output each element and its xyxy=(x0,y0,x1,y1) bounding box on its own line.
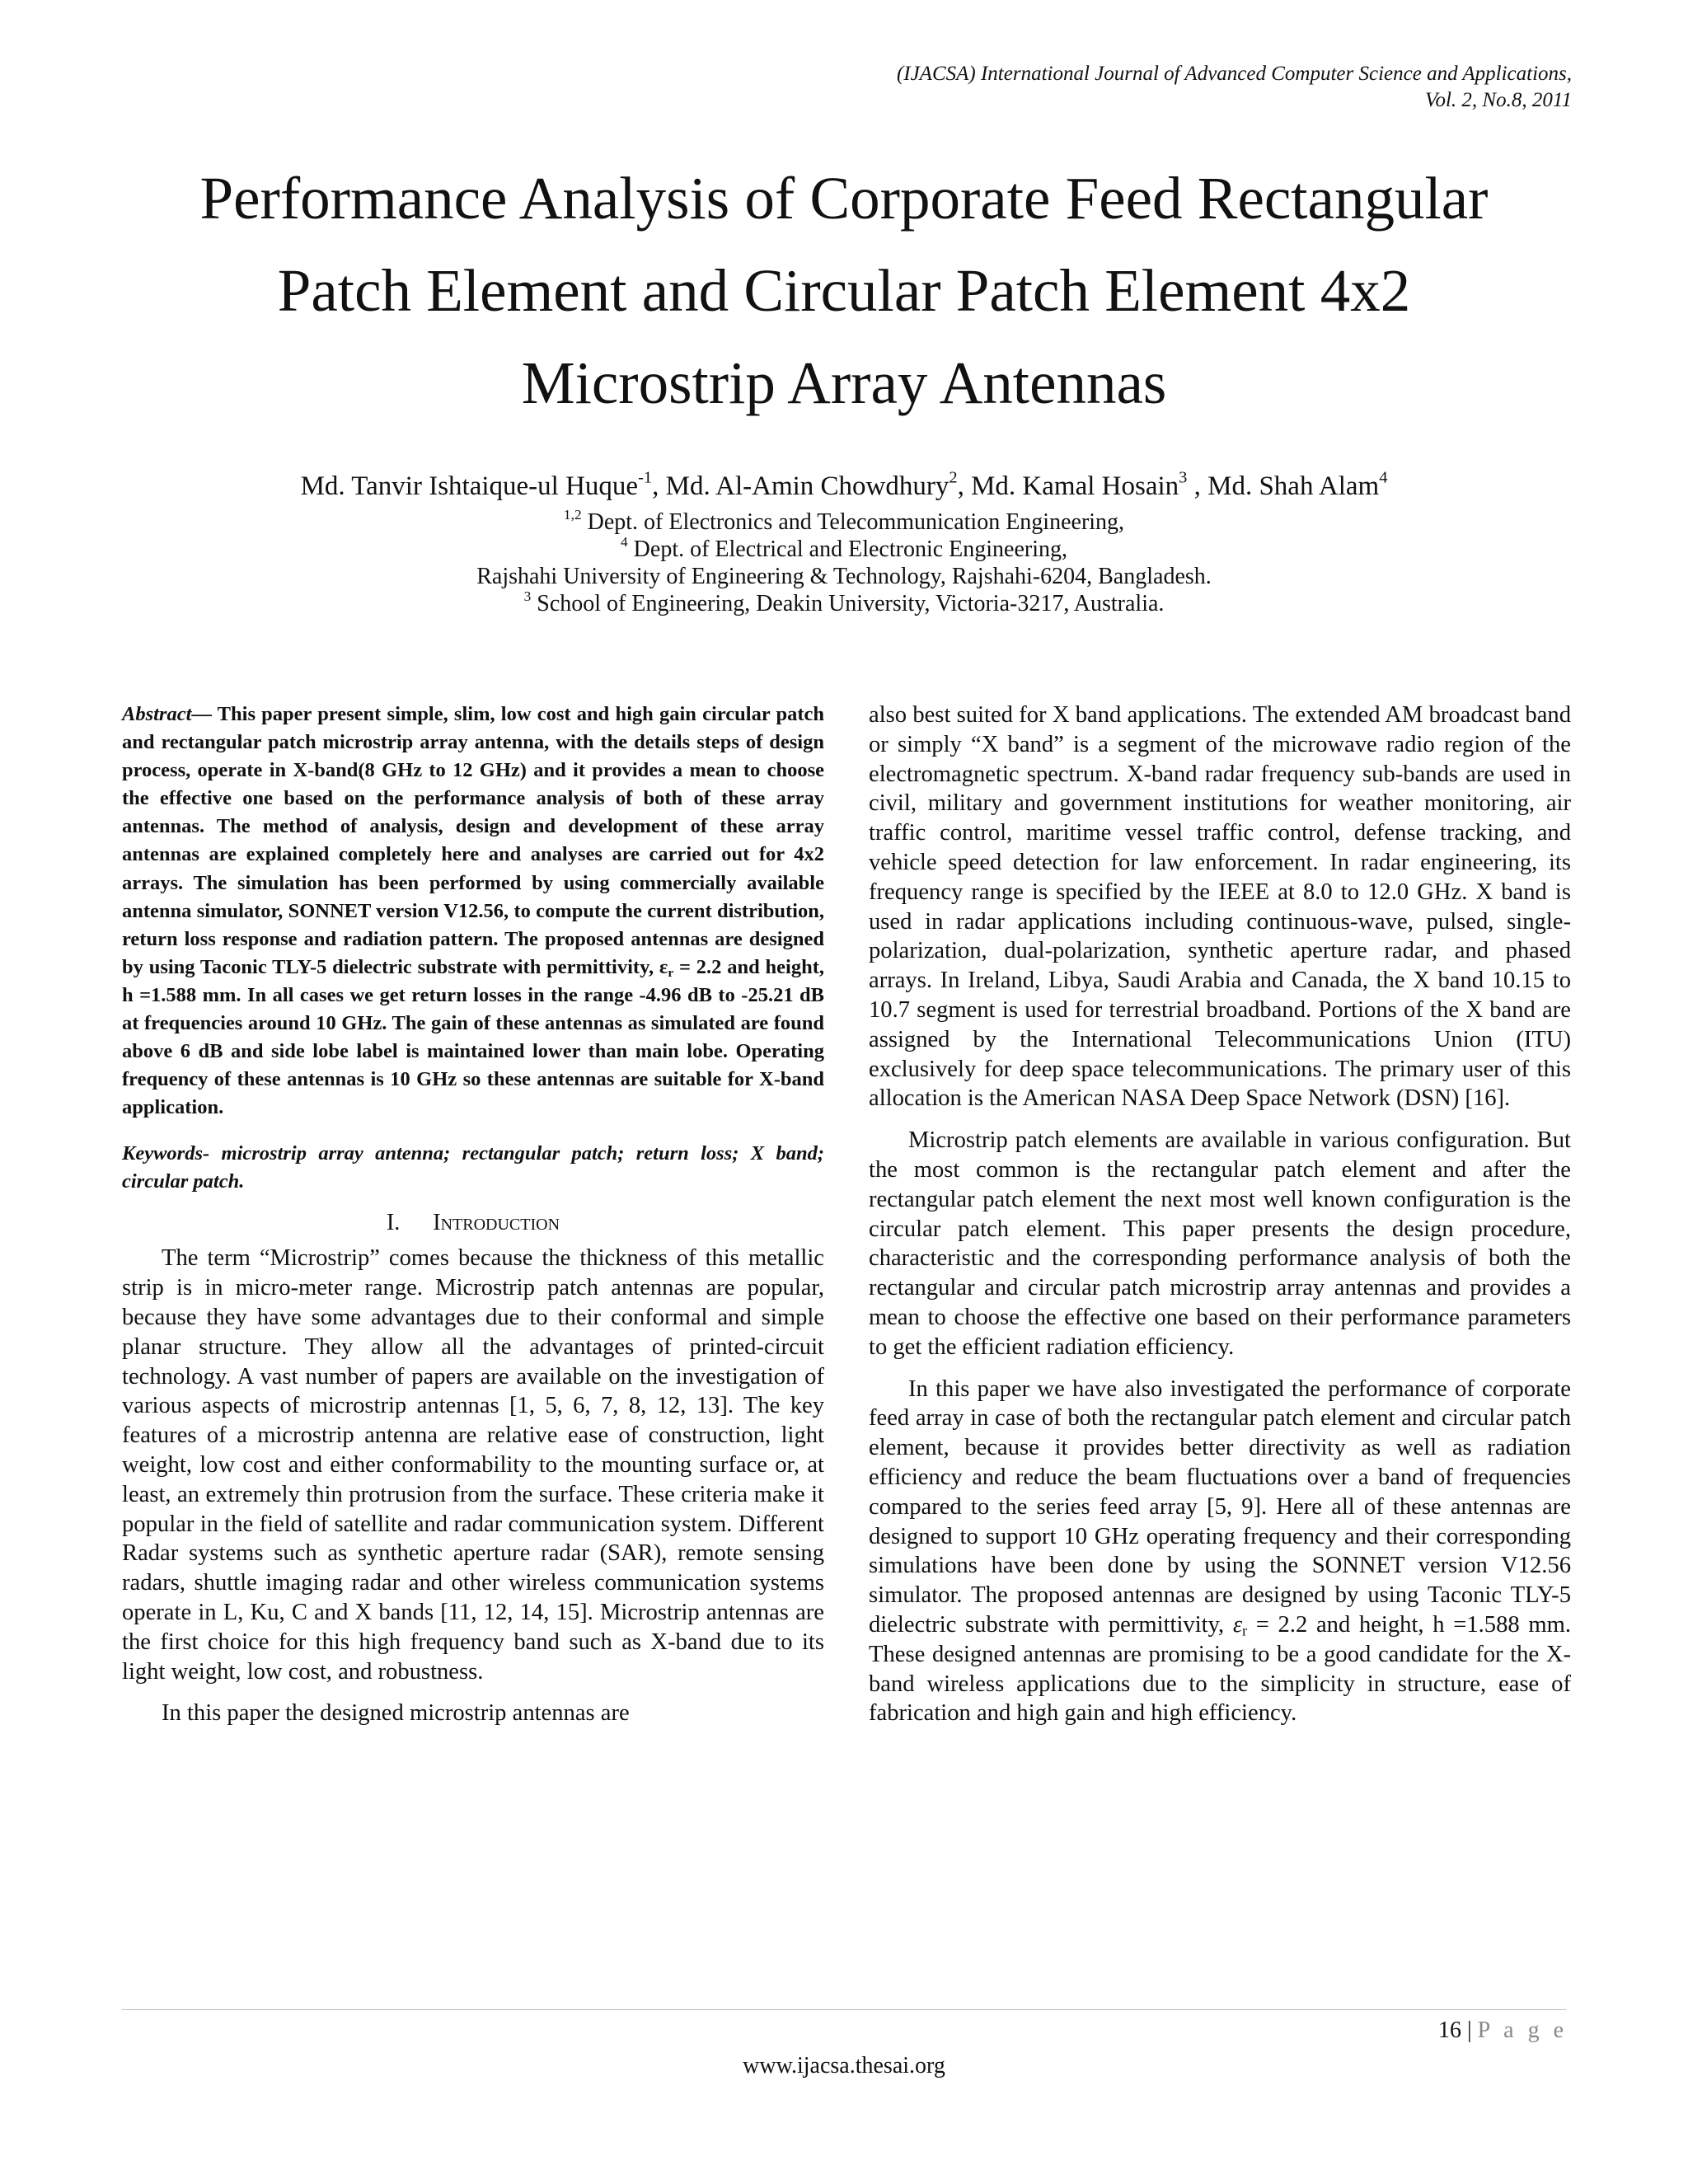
author-4: , Md. Shah Alam xyxy=(1187,471,1380,501)
patch-elements-paragraph: Microstrip patch elements are available in various configuration. But the most common is the rectangular patch element and after the rectangular patch element the next most well known configuration is the circular patch element. This paper presents the design procedure, characteristic and the corresponding performance analysis of both the rectangular and circular patch microstrip array antennas and provides a mean to choose the effective one based on their performance parameters to get the efficient radiation efficiency. xyxy=(869,1127,1571,1360)
section-title: Introduction xyxy=(433,1210,560,1236)
author-3: , Md. Kamal Hosain xyxy=(957,471,1179,501)
affiliation-2-mark: 4 xyxy=(620,533,628,550)
corporate-feed-text: In this paper we have also investigated the performance of corporate feed array in case of both the rectangular patch element and circular patch element, because it provides better directivity as well as radiation efficiency and reduce the beam fluctuations over a band of frequencies compared to the series feed array [5, 9]. Here all of these antennas are designed to support 10 GHz operating frequency and their corresponding simulations have been done by using the SONNET version V12.56 simulator. The proposed antennas are designed by using Taconic TLY-5 dielectric substrate with permittivity, xyxy=(869,1376,1571,1638)
page-label: P a g e xyxy=(1477,2018,1568,2043)
paper-title xyxy=(99,152,1589,429)
author-4-affil: 4 xyxy=(1379,468,1388,487)
abstract-text: This paper present simple, slim, low cost and high gain circular patch and rectangular patch microstrip array antenna, with the details steps of design process, operate in X-band(8 GHz to 12 GHz) and it provides a mean to choose the effective one based on the performance analysis of both of these array antennas. The method of analysis, design and development of these array antennas are explained completely here and analyses are carried out for 4x2 arrays. The simulation has been performed by using commercially available antenna simulator, SONNET version V12.56, to compute the current distribution, return loss response and radiation pattern. The proposed antennas are designed by using Taconic TLY-5 dielectric substrate with permittivity, ε xyxy=(122,703,824,978)
title-line-1: Performance Analysis of Corporate Feed Rectangular xyxy=(199,165,1489,232)
affiliation-3: Rajshahi University of Engineering & Technology, Rajshahi-6204, Bangladesh. xyxy=(476,564,1212,589)
page-number xyxy=(1438,2017,1568,2045)
intro-paragraph-1: The term “Microstrip” comes because the thickness of this metallic strip is in micro-meter range. Microstrip patch antennas are popular, because they have some advantages due to their conformal and simple planar structure. They allow all the advantages of printed-circuit technology. A vast number of papers are available on the investigation of various aspects of microstrip antennas [1, 5, 6, 7, 8, 12, 13]. The key features of a microstrip antenna are relative ease of construction, light weight, low cost and either conformability to the mounting surface or, at least, an extremely thin protrusion from the surface. These criteria make it popular in the field of satellite and radar communication system. Different Radar systems such as synthetic aperture radar (SAR), remote sensing radars, shuttle imaging radar and other wireless communication systems operate in L, Ku, C and X bands [11, 12, 14, 15]. Microstrip antennas are the first choice for this high frequency band such as X-band due to its light weight, low cost, and robustness. xyxy=(122,1245,824,1685)
journal-url: www.ijacsa.thesai.org xyxy=(743,2053,945,2079)
affiliation-2 xyxy=(124,533,1564,563)
affiliation-2-text: Dept. of Electrical and Electronic Engineering, xyxy=(627,537,1067,562)
affiliations xyxy=(124,506,1564,617)
abstract-subscript: r xyxy=(668,965,674,980)
intro-paragraph-2: In this paper the designed microstrip antennas are xyxy=(162,1700,630,1727)
affiliation-4 xyxy=(124,590,1564,617)
section-heading xyxy=(122,1209,824,1237)
author-2-affil: 2 xyxy=(949,468,958,487)
permittivity-symbol: ε xyxy=(1232,1611,1243,1638)
abstract xyxy=(122,701,824,1122)
author-3-affil: 3 xyxy=(1179,468,1188,487)
affiliation-1 xyxy=(124,506,1564,536)
abstract-label: Abstract xyxy=(122,703,192,725)
affiliation-4-mark: 3 xyxy=(523,588,532,604)
journal-header xyxy=(583,61,1572,114)
corporate-feed-text-cont: = 2.2 and height, h =1.588 mm. These designed antennas are promising to be a good candidate for the X-band wireless applications due to the simplicity in structure, ease of fabrication and high gain and high efficiency. xyxy=(869,1611,1572,1727)
title-line-2: Patch Element and Circular Patch Element 4x2 xyxy=(277,257,1411,324)
right-column xyxy=(869,701,1571,1728)
permittivity-subscript: r xyxy=(1242,1622,1248,1639)
footer-divider xyxy=(122,2009,1566,2010)
affiliation-1-mark: 1,2 xyxy=(563,506,582,523)
author-1-affil: -1 xyxy=(638,468,653,487)
author-2: , Md. Al-Amin Chowdhury xyxy=(652,471,950,501)
journal-volume: Vol. 2, No.8, 2011 xyxy=(1424,89,1572,111)
section-number: I. xyxy=(386,1210,401,1236)
title-line-3: Microstrip Array Antennas xyxy=(521,349,1167,416)
author-1: Md. Tanvir Ishtaique-ul Huque xyxy=(300,471,639,501)
keywords: Keywords- microstrip array antenna; rectangular patch; return loss; X band; circular patch. xyxy=(122,1142,824,1193)
author-list xyxy=(124,468,1564,504)
affiliation-4-text: School of Engineering, Deakin University, Victoria-3217, Australia. xyxy=(531,591,1165,616)
page-number-separator: | xyxy=(1461,2018,1478,2043)
xband-paragraph: also best suited for X band applications. The extended AM broadcast band or simply “X band” is a segment of the microwave radio region of the electromagnetic spectrum. X-band radar frequency sub-bands are used in civil, military and government institutions for weather monitoring, air traffic control, maritime vessel traffic control, defense tracking, and vehicle speed detection for law enforcement. In radar engineering, its frequency range is specified by the IEEE at 8.0 to 12.0 GHz. X band is used in radar applications including continuous-wave, pulsed, single-polarization, dual-polarization, synthetic aperture radar, and phased arrays. In Ireland, Libya, Saudi Arabia and Canada, the X band 10.15 to 10.7 segment is used for terrestrial broadband. Portions of the X band are assigned by the International Telecommunications Union (ITU) exclusively for deep space telecommunications. The primary user of this allocation is the American NASA Deep Space Network (DSN) [16]. xyxy=(869,702,1571,1112)
left-column xyxy=(122,701,824,1728)
abstract-dash: — xyxy=(191,703,218,725)
corporate-feed-paragraph xyxy=(869,1375,1571,1729)
page-number-value: 16 xyxy=(1438,2018,1461,2043)
journal-name: (IJACSA) International Journal of Advanced Computer Science and Applications, xyxy=(896,63,1572,85)
affiliation-1-text: Dept. of Electronics and Telecommunication Engineering, xyxy=(581,509,1125,535)
abstract-text-cont: = 2.2 and height, h =1.588 mm. In all cases we get return losses in the range -4.96 dB to -25.21 dB at frequencies around 10 GHz. The gain of these antennas as simulated are found above 6 dB and side lobe label is maintained lower than main lobe. Operating frequency of these antennas is 10 GHz so these antennas are suitable for X-band application. xyxy=(122,955,825,1119)
